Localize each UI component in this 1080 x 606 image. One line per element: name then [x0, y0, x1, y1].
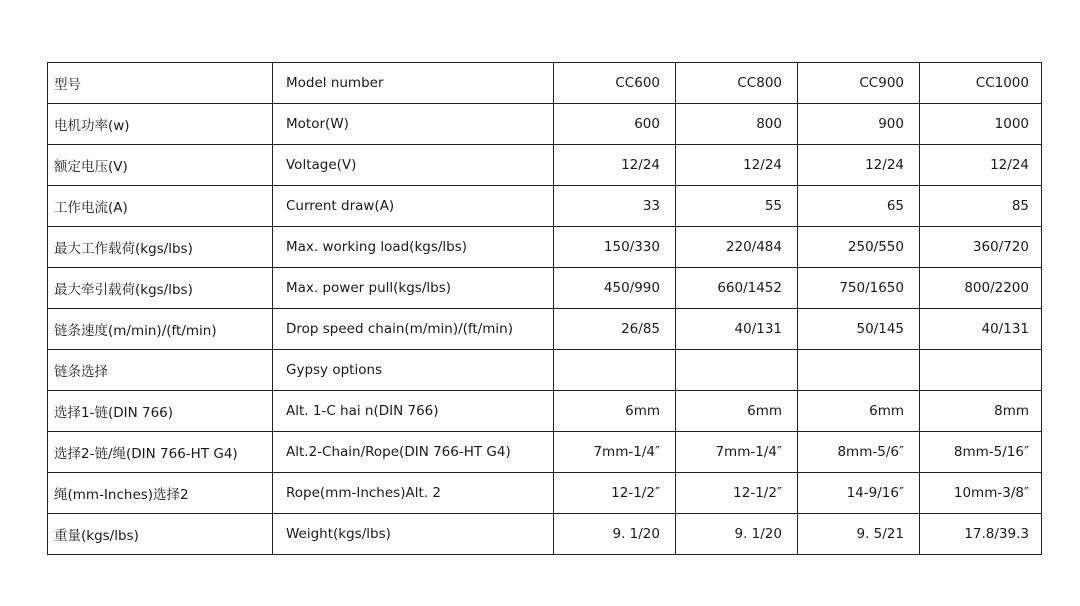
value-cell-cc1000: 17.8/39.3: [920, 514, 1042, 555]
row-en-label: Alt. 1-C hai n(DIN 766): [273, 391, 554, 432]
table-row: [48, 268, 1042, 309]
value-cell-cc900: 8mm-5/6″: [798, 432, 920, 473]
value-cell-cc600: 150/330: [554, 227, 676, 268]
value-cell-cc1000: 8mm-5/16″: [920, 432, 1042, 473]
value-cell-cc900: 6mm: [798, 391, 920, 432]
row-en-label: Max. working load(kgs/lbs): [273, 227, 554, 268]
table-row: [48, 473, 1042, 514]
value-cell-cc1000: 85: [920, 186, 1042, 227]
value-cell-cc800: [676, 350, 798, 391]
value-cell-cc900: 14-9/16″: [798, 473, 920, 514]
value-cell-cc600: 6mm: [554, 391, 676, 432]
value-cell-cc600: [554, 350, 676, 391]
row-en-label: Motor(W): [273, 104, 554, 145]
row-en-label: Rope(mm-Inches)Alt. 2: [273, 473, 554, 514]
value-cell-cc900: 900: [798, 104, 920, 145]
table-row: [48, 186, 1042, 227]
value-cell-cc600: 7mm-1/4″: [554, 432, 676, 473]
row-en-label: Alt.2-Chain/Rope(DIN 766-HT G4): [273, 432, 554, 473]
value-cell-cc1000: 10mm-3/8″: [920, 473, 1042, 514]
value-cell-cc900: 750/1650: [798, 268, 920, 309]
value-cell-cc600: 12-1/2″: [554, 473, 676, 514]
row-cn-label: 电机功率(w): [48, 104, 273, 145]
model-header-cc1000: CC1000: [920, 63, 1042, 104]
row-cn-label: 工作电流(A): [48, 186, 273, 227]
value-cell-cc900: 50/145: [798, 309, 920, 350]
row-en-label: Voltage(V): [273, 145, 554, 186]
value-cell-cc1000: 800/2200: [920, 268, 1042, 309]
value-cell-cc800: 6mm: [676, 391, 798, 432]
row-cn-label: 绳(mm-Inches)选择2: [48, 473, 273, 514]
value-cell-cc800: 220/484: [676, 227, 798, 268]
model-header-cc800: CC800: [676, 63, 798, 104]
value-cell-cc1000: 12/24: [920, 145, 1042, 186]
row-cn-label: 最大牵引载荷(kgs/lbs): [48, 268, 273, 309]
value-cell-cc800: 800: [676, 104, 798, 145]
value-cell-cc900: 12/24: [798, 145, 920, 186]
spec-table-body: [48, 63, 1042, 555]
value-cell-cc600: 600: [554, 104, 676, 145]
header-cn-label: 型号: [48, 63, 273, 104]
table-row: [48, 145, 1042, 186]
table-row: [48, 350, 1042, 391]
row-cn-label: 额定电压(V): [48, 145, 273, 186]
value-cell-cc600: 12/24: [554, 145, 676, 186]
row-cn-label: 重量(kgs/lbs): [48, 514, 273, 555]
model-header-cc900: CC900: [798, 63, 920, 104]
value-cell-cc800: 55: [676, 186, 798, 227]
value-cell-cc600: 9. 1/20: [554, 514, 676, 555]
value-cell-cc1000: 1000: [920, 104, 1042, 145]
table-row: [48, 227, 1042, 268]
value-cell-cc600: 450/990: [554, 268, 676, 309]
value-cell-cc900: 250/550: [798, 227, 920, 268]
value-cell-cc800: 40/131: [676, 309, 798, 350]
value-cell-cc900: [798, 350, 920, 391]
value-cell-cc600: 33: [554, 186, 676, 227]
row-en-label: Drop speed chain(m/min)/(ft/min): [273, 309, 554, 350]
row-en-label: Gypsy options: [273, 350, 554, 391]
header-row: [48, 63, 1042, 104]
value-cell-cc1000: 40/131: [920, 309, 1042, 350]
spec-table: [47, 62, 1042, 555]
table-row: [48, 432, 1042, 473]
model-header-cc600: CC600: [554, 63, 676, 104]
table-row: [48, 391, 1042, 432]
table-row: [48, 104, 1042, 145]
row-cn-label: 选择2-链/绳(DIN 766-HT G4): [48, 432, 273, 473]
value-cell-cc800: 12-1/2″: [676, 473, 798, 514]
value-cell-cc600: 26/85: [554, 309, 676, 350]
row-cn-label: 链条速度(m/min)/(ft/min): [48, 309, 273, 350]
row-en-label: Current draw(A): [273, 186, 554, 227]
value-cell-cc900: 65: [798, 186, 920, 227]
row-en-label: Weight(kgs/lbs): [273, 514, 554, 555]
row-cn-label: 链条选择: [48, 350, 273, 391]
value-cell-cc1000: 8mm: [920, 391, 1042, 432]
value-cell-cc900: 9. 5/21: [798, 514, 920, 555]
row-cn-label: 选择1-链(DIN 766): [48, 391, 273, 432]
value-cell-cc800: 7mm-1/4″: [676, 432, 798, 473]
header-en-label: Model number: [273, 63, 554, 104]
value-cell-cc1000: [920, 350, 1042, 391]
value-cell-cc800: 9. 1/20: [676, 514, 798, 555]
table-row: [48, 309, 1042, 350]
row-cn-label: 最大工作载荷(kgs/lbs): [48, 227, 273, 268]
value-cell-cc800: 660/1452: [676, 268, 798, 309]
row-en-label: Max. power pull(kgs/lbs): [273, 268, 554, 309]
table-row: [48, 514, 1042, 555]
value-cell-cc800: 12/24: [676, 145, 798, 186]
value-cell-cc1000: 360/720: [920, 227, 1042, 268]
